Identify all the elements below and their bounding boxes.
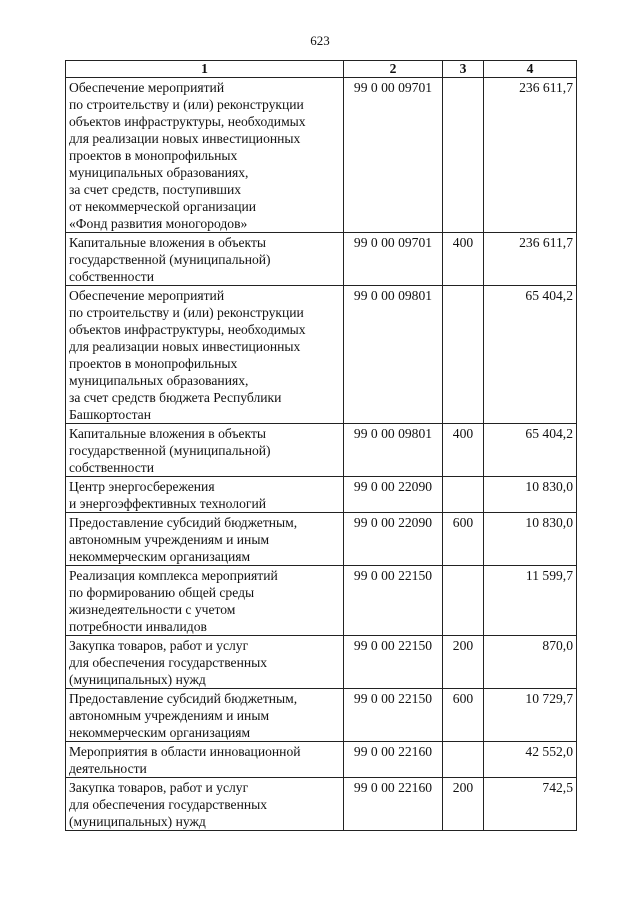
- row-amount: 10 830,0: [484, 513, 577, 566]
- row-name: Реализация комплекса мероприятий по формированию общей среды жизнедеятельности с учетом потребности инвалидов: [66, 566, 344, 636]
- row-name: Обеспечение мероприятий по строительству и (или) реконструкции объектов инфраструктуры, необходимых для реализации новых инвестиционных проектов в монопрофильных муниципальных образованиях, за счет средств, поступивших от некоммерческой организации «Фонд развития моногородов»: [66, 78, 344, 233]
- page-number: 623: [310, 33, 330, 48]
- row-code: 99 0 00 09701: [344, 78, 443, 233]
- table-row: [66, 689, 577, 742]
- row-code: 99 0 00 09801: [344, 424, 443, 477]
- row-amount: 236 611,7: [484, 78, 577, 233]
- row-type: 400: [443, 233, 484, 286]
- row-amount: 10 830,0: [484, 477, 577, 513]
- row-code: 99 0 00 09801: [344, 286, 443, 424]
- row-name: Закупка товаров, работ и услуг для обеспечения государственных (муниципальных) нужд: [66, 778, 344, 831]
- row-amount: 742,5: [484, 778, 577, 831]
- row-type: 600: [443, 513, 484, 566]
- row-amount: 870,0: [484, 636, 577, 689]
- row-name: Предоставление субсидий бюджетным, автономным учреждениям и иным некоммерческим организациям: [66, 689, 344, 742]
- row-name: Закупка товаров, работ и услуг для обеспечения государственных (муниципальных) нужд: [66, 636, 344, 689]
- row-amount: 10 729,7: [484, 689, 577, 742]
- row-code: 99 0 00 22090: [344, 513, 443, 566]
- row-amount: 11 599,7: [484, 566, 577, 636]
- row-code: 99 0 00 22160: [344, 778, 443, 831]
- row-name: Обеспечение мероприятий по строительству и (или) реконструкции объектов инфраструктуры, необходимых для реализации новых инвестиционных проектов в монопрофильных муниципальных образованиях, за счет средств бюджета Республики Башкортостан: [66, 286, 344, 424]
- table-row: [66, 636, 577, 689]
- row-type: 200: [443, 636, 484, 689]
- row-code: 99 0 00 22150: [344, 566, 443, 636]
- row-type: [443, 742, 484, 778]
- table-row: [66, 233, 577, 286]
- table-row: [66, 477, 577, 513]
- row-type: 600: [443, 689, 484, 742]
- row-type: [443, 286, 484, 424]
- table-row: [66, 424, 577, 477]
- table-row: [66, 286, 577, 424]
- row-name: Центр энергосбережения и энергоэффективных технологий: [66, 477, 344, 513]
- column-header-name: 1: [66, 61, 344, 78]
- row-code: 99 0 00 22090: [344, 477, 443, 513]
- row-name: Предоставление субсидий бюджетным, автономным учреждениям и иным некоммерческим организациям: [66, 513, 344, 566]
- row-type: 400: [443, 424, 484, 477]
- row-name: Мероприятия в области инновационной деятельности: [66, 742, 344, 778]
- row-code: 99 0 00 22150: [344, 689, 443, 742]
- table-row: [66, 513, 577, 566]
- table-header-row: [66, 61, 577, 78]
- table-row: [66, 78, 577, 233]
- row-amount: 65 404,2: [484, 286, 577, 424]
- row-type: [443, 566, 484, 636]
- row-name: Капитальные вложения в объекты государственной (муниципальной) собственности: [66, 424, 344, 477]
- row-name: Капитальные вложения в объекты государственной (муниципальной) собственности: [66, 233, 344, 286]
- row-type: 200: [443, 778, 484, 831]
- row-amount: 65 404,2: [484, 424, 577, 477]
- column-header-code: 2: [344, 61, 443, 78]
- row-type: [443, 477, 484, 513]
- row-amount: 42 552,0: [484, 742, 577, 778]
- table-row: [66, 778, 577, 831]
- column-header-type: 3: [443, 61, 484, 78]
- table-row: [66, 566, 577, 636]
- budget-table: [65, 60, 577, 831]
- row-code: 99 0 00 22160: [344, 742, 443, 778]
- row-amount: 236 611,7: [484, 233, 577, 286]
- column-header-amount: 4: [484, 61, 577, 78]
- row-code: 99 0 00 22150: [344, 636, 443, 689]
- table-row: [66, 742, 577, 778]
- row-code: 99 0 00 09701: [344, 233, 443, 286]
- row-type: [443, 78, 484, 233]
